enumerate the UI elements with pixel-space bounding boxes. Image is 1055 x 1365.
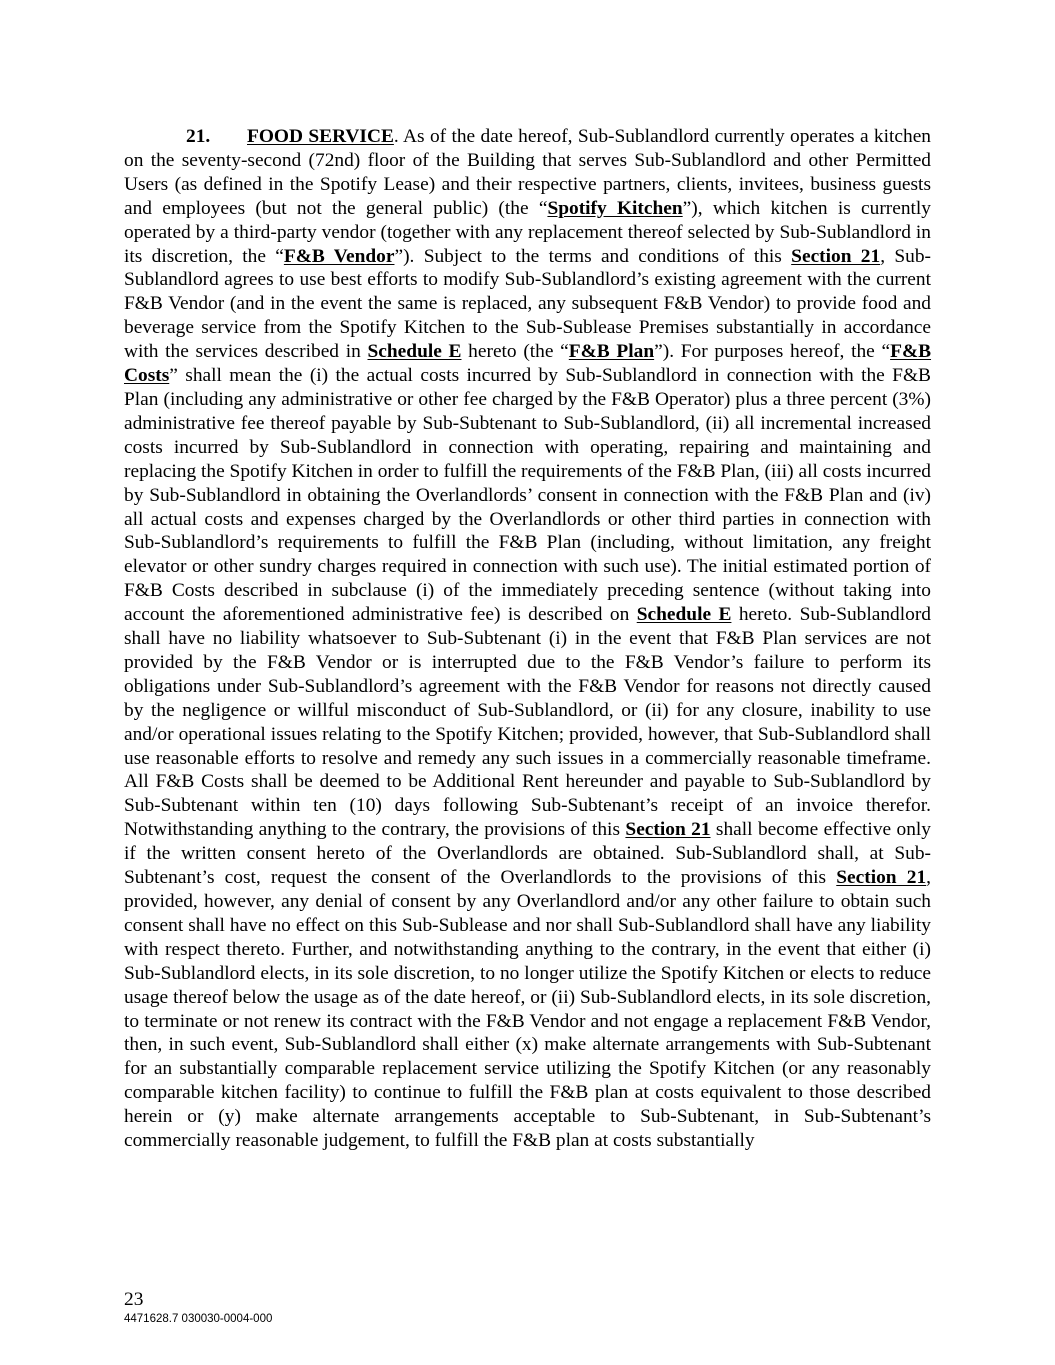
paragraph-text: hereto. Sub-Sublandlord shall have no liability whatsoever to Sub-Subtenant (i) in the event that F&B Plan services are not provided by the F&B Vendor or is interrupted due to the F&B Vendor’s failure to perform its obligations under Sub-Sublandlord’s agreement with the F&B Vendor for reasons not directly caused by the negligence or willful misconduct of Sub-Sublandlord, or (ii) for any closure, inability to use and/or operational issues relating to the Spotify Kitchen; provided, however, that Sub-Sublandlord shall use reasonable efforts to resolve and remedy any such issues in a commercially reasonable timeframe. All F&B Costs shall be deemed to be Additional Rent hereunder and payable to Sub-Sublandlord by Sub-Subtenant within ten (10) days following Sub-Subtenant’s receipt of an invoice therefor. Notwithstanding anything to the contrary, the provisions of this: [124, 604, 931, 841]
document-id: 4471628.7 030030-0004-000: [124, 1313, 273, 1325]
section-reference: Section 21: [836, 867, 927, 889]
paragraph-text: hereto (the “: [461, 341, 569, 363]
paragraph-text: , Sub-Sublandlord agrees to use best efforts to modify Sub-Sublandlord’s existing agreement with the current F&B Vendor (and in the event the same is replaced, any subsequent F&B Vendor) to provide food and beverage service from the Spotify Kitchen to the Sub-Sublease Premises substantially in accordance with the services described in: [124, 245, 931, 363]
section-number: 21.: [186, 126, 211, 147]
paragraph-text: ”). Subject to the terms and conditions of this: [394, 245, 792, 267]
defined-term-fb-plan: F&B Plan: [568, 341, 655, 363]
paragraph-text: , provided, however, any denial of consent by any Overlandlord and/or any other failure to obtain such consent shall have no effect on this Sub-Sublease and nor shall Sub-Sublandlord shall have any liability with respect thereto. Further, and notwithstanding anything to the contrary, in the event that either (i) Sub-Sublandlord elects, in its sole discretion, to no longer utilize the Spotify Kitchen or elects to reduce usage thereof below the usage as of the date hereof, or (ii) Sub-Sublandlord elects, in its sole discretion, to terminate or not renew its contract with the F&B Vendor and not engage a replacement F&B Vendor, then, in such event, Sub-Sublandlord shall either (x) make alternate arrangements with Sub-Subtenant for an substantially comparable replacement service utilizing the Spotify Kitchen (or any reasonably comparable kitchen facility) to continue to fulfill the F&B plan at costs equivalent to those described herein or (y) make alternate arrangements acceptable to Sub-Subtenant, in Sub-Subtenant’s commercially reasonable judgement, to fulfill the F&B plan at costs substantially: [124, 867, 932, 1152]
schedule-reference: Schedule E: [636, 604, 732, 626]
paragraph-text: ”). For purposes hereof, the “: [654, 341, 891, 363]
section-heading: FOOD SERVICE: [247, 126, 394, 147]
paragraph-text: . As of the date hereof, Sub-Sublandlord currently operates a kitchen on the seventy-second (72nd) floor of the Building that serves Sub-Sublandlord and other Permitted Users (as defined in the Spotify Lease) and their respective partners, clients, invitees, business guests and employees (but not the general public) (the “: [124, 126, 931, 219]
schedule-reference: Schedule E: [367, 341, 462, 363]
paragraph-text: ” shall mean the (i) the actual costs incurred by Sub-Sublandlord in connection with the F&B Plan (including any administrative or other fee charged by the F&B Operator) plus a three percent (3%) administrative fee thereof payable by Sub-Subtenant to Sub-Sublandlord, (ii) all incremental increased costs incurred by Sub-Sublandlord in connection with operating, repairing and maintaining and replacing the Spotify Kitchen in order to fulfill the requirements of the F&B Plan, (iii) all costs incurred by Sub-Sublandlord in obtaining the Overlandlords’ consent in connection with the F&B Plan and (iv) all actual costs and expenses charged by the Overlandlords or other third parties in connection with Sub-Sublandlord’s requirements to fulfill the F&B Plan (including, without limitation, any freight elevator or other sundry charges required in connection with such use). The initial estimated portion of F&B Costs described in subclause (i) of the immediately preceding sentence (without taking into account the aforementioned administrative fee) is described on: [124, 365, 931, 626]
defined-term-fb-vendor: F&B Vendor: [283, 245, 395, 267]
section-reference: Section 21: [625, 819, 711, 841]
paragraph-text: ”), which kitchen is currently operated by a third-party vendor (together with any replacement thereof selected by Sub-Sublandlord in its discretion, the “: [124, 197, 932, 267]
section-reference: Section 21: [791, 245, 881, 267]
page-number: 23: [124, 1289, 144, 1310]
defined-term-fb-costs: F&B Costs: [124, 341, 932, 387]
section-21-paragraph: [124, 125, 931, 1153]
paragraph-text: shall become effective only if the written consent hereto of the Overlandlords are obtained. Sub-Sublandlord shall, at Sub-Subtenant’s cost, request the consent of the Overlandlords to the provisions of this: [124, 819, 932, 889]
defined-term-spotify-kitchen: Spotify Kitchen: [547, 197, 683, 219]
